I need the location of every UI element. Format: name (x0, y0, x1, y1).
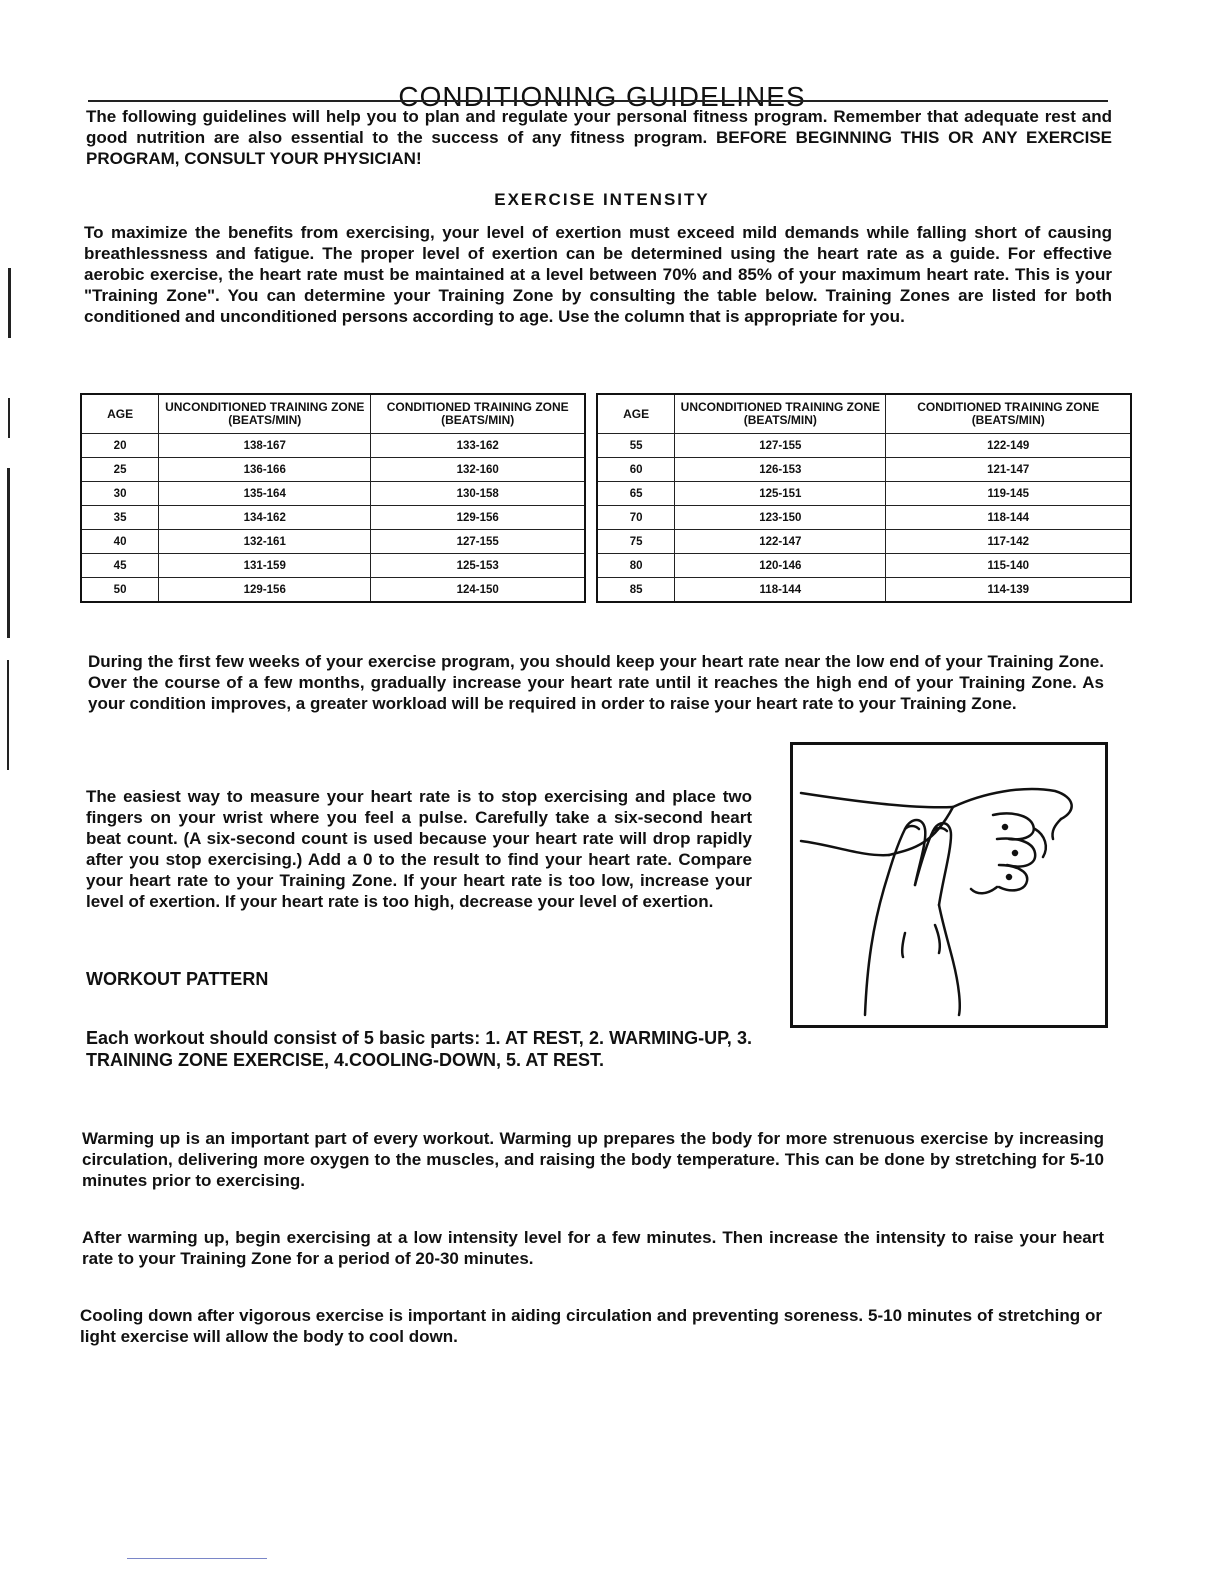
table-row (597, 578, 1131, 603)
conditioned-cell: 132-160 (371, 458, 585, 482)
table-header-row (81, 394, 585, 434)
section-heading-workout-pattern: WORKOUT PATTERN (86, 969, 269, 989)
workout-parts-paragraph: Each workout should consist of 5 basic parts: 1. AT REST, 2. WARMING-UP, 3. TRAINING ZONE EXERCISE, 4.COOLING-DOWN, 5. AT REST. (86, 1028, 752, 1070)
age-cell: 70 (597, 506, 675, 530)
unconditioned-cell: 138-167 (159, 434, 371, 458)
header-unconditioned: UNCONDITIONED TRAINING ZONE (BEATS/MIN) (159, 394, 371, 434)
conditioned-cell: 124-150 (371, 578, 585, 603)
conditioned-cell: 129-156 (371, 506, 585, 530)
unconditioned-cell: 132-161 (159, 530, 371, 554)
table-row (81, 434, 585, 458)
header-conditioned: CONDITIONED TRAINING ZONE (BEATS/MIN) (886, 394, 1131, 434)
scan-mark (7, 660, 9, 770)
table-row (597, 458, 1131, 482)
measure-heart-rate-paragraph: The easiest way to measure your heart rate is to stop exercising and place two fingers on your wrist where you feel a pulse. Carefully take a six-second heart beat count. (A six-second count is used because your heart rate will drop rapidly after you stop exercising.) Add a 0 to the result to find your heart rate. Compare your heart rate to your Training Zone. If your heart rate is too low, increase your level of exertion. If your heart rate is too high, decrease your level of exertion. (86, 787, 752, 911)
table-header-row (597, 394, 1131, 434)
unconditioned-cell: 135-164 (159, 482, 371, 506)
conditioned-cell: 130-158 (371, 482, 585, 506)
intensity-paragraph: To maximize the benefits from exercising, your level of exertion must exceed mild demands while falling short of causing breathlessness and fatigue. The proper level of exertion can be determined using the heart rate as a guide. For effective aerobic exercise, the heart rate must be maintained at a level between 70% and 85% of your maximum heart rate. This is your "Training Zone". You can determine your Training Zone by consulting the table below. Training Zones are listed for both conditioned and unconditioned persons according to age. Use the column that is appropriate for you. (84, 223, 1112, 326)
header-conditioned: CONDITIONED TRAINING ZONE (BEATS/MIN) (371, 394, 585, 434)
first-weeks-paragraph: During the first few weeks of your exercise program, you should keep your heart rate near the low end of your Training Zone. Over the course of a few months, gradually increase your heart rate until it reaches the high end of your Training Zone. As your condition improves, a greater workload will be required in order to raise your heart rate to your Training Zone. (88, 652, 1104, 713)
unconditioned-cell: 126-153 (675, 458, 886, 482)
header-unconditioned: UNCONDITIONED TRAINING ZONE (BEATS/MIN) (675, 394, 886, 434)
unconditioned-cell: 120-146 (675, 554, 886, 578)
table-row (597, 482, 1131, 506)
unconditioned-cell: 127-155 (675, 434, 886, 458)
conditioned-cell: 114-139 (886, 578, 1131, 603)
table-row (597, 530, 1131, 554)
header-age: AGE (597, 394, 675, 434)
conditioned-cell: 121-147 (886, 458, 1131, 482)
age-cell: 35 (81, 506, 159, 530)
scan-mark (8, 268, 11, 338)
age-cell: 20 (81, 434, 159, 458)
table-row (81, 578, 585, 603)
age-cell: 55 (597, 434, 675, 458)
age-cell: 25 (81, 458, 159, 482)
table-row (81, 506, 585, 530)
table-row (597, 554, 1131, 578)
footer-divider (127, 1558, 267, 1559)
unconditioned-cell: 123-150 (675, 506, 886, 530)
intro-paragraph: The following guidelines will help you to plan and regulate your personal fitness program. Remember that adequate rest and good nutrition are also essential to the success of any fitness program. BEFORE BEGINNING THIS OR ANY EXERCISE PROGRAM, CONSULT YOUR PHYSICIAN! (86, 107, 1112, 168)
unconditioned-cell: 131-159 (159, 554, 371, 578)
unconditioned-cell: 136-166 (159, 458, 371, 482)
section-heading-exercise-intensity: EXERCISE INTENSITY (494, 190, 710, 209)
after-warmup-paragraph: After warming up, begin exercising at a low intensity level for a few minutes. Then increase the intensity to raise your heart rate to your Training Zone for a period of 20-30 minutes. (82, 1228, 1104, 1268)
scan-mark (7, 468, 10, 638)
table-row (597, 506, 1131, 530)
age-cell: 85 (597, 578, 675, 603)
conditioned-cell: 125-153 (371, 554, 585, 578)
conditioned-cell: 117-142 (886, 530, 1131, 554)
wrist-pulse-illustration (793, 745, 1105, 1025)
header-age: AGE (81, 394, 159, 434)
table-row (597, 434, 1131, 458)
training-zone-table-right (596, 393, 1132, 603)
conditioned-cell: 118-144 (886, 506, 1131, 530)
age-cell: 75 (597, 530, 675, 554)
age-cell: 40 (81, 530, 159, 554)
age-cell: 50 (81, 578, 159, 603)
age-cell: 30 (81, 482, 159, 506)
table-row (81, 554, 585, 578)
age-cell: 65 (597, 482, 675, 506)
table-row (81, 530, 585, 554)
conditioned-cell: 115-140 (886, 554, 1131, 578)
scan-mark (8, 398, 10, 438)
table-row (81, 458, 585, 482)
age-cell: 45 (81, 554, 159, 578)
cooldown-paragraph: Cooling down after vigorous exercise is important in aiding circulation and preventing soreness. 5-10 minutes of stretching or light exercise will allow the body to cool down. (80, 1306, 1102, 1346)
age-cell: 80 (597, 554, 675, 578)
unconditioned-cell: 129-156 (159, 578, 371, 603)
unconditioned-cell: 118-144 (675, 578, 886, 603)
table-row (81, 482, 585, 506)
conditioned-cell: 122-149 (886, 434, 1131, 458)
age-cell: 60 (597, 458, 675, 482)
conditioned-cell: 127-155 (371, 530, 585, 554)
unconditioned-cell: 122-147 (675, 530, 886, 554)
unconditioned-cell: 134-162 (159, 506, 371, 530)
title-divider (88, 100, 1108, 102)
unconditioned-cell: 125-151 (675, 482, 886, 506)
training-zone-table-left (80, 393, 586, 603)
warmup-paragraph: Warming up is an important part of every workout. Warming up prepares the body for more strenuous exercise by increasing circulation, delivering more oxygen to the muscles, and raising the body temperature. This can be done by stretching for 5-10 minutes prior to exercising. (82, 1129, 1104, 1190)
conditioned-cell: 133-162 (371, 434, 585, 458)
conditioned-cell: 119-145 (886, 482, 1131, 506)
page-title: CONDITIONING GUIDELINES (398, 80, 806, 112)
wrist-pulse-check-icon (790, 742, 1108, 1028)
